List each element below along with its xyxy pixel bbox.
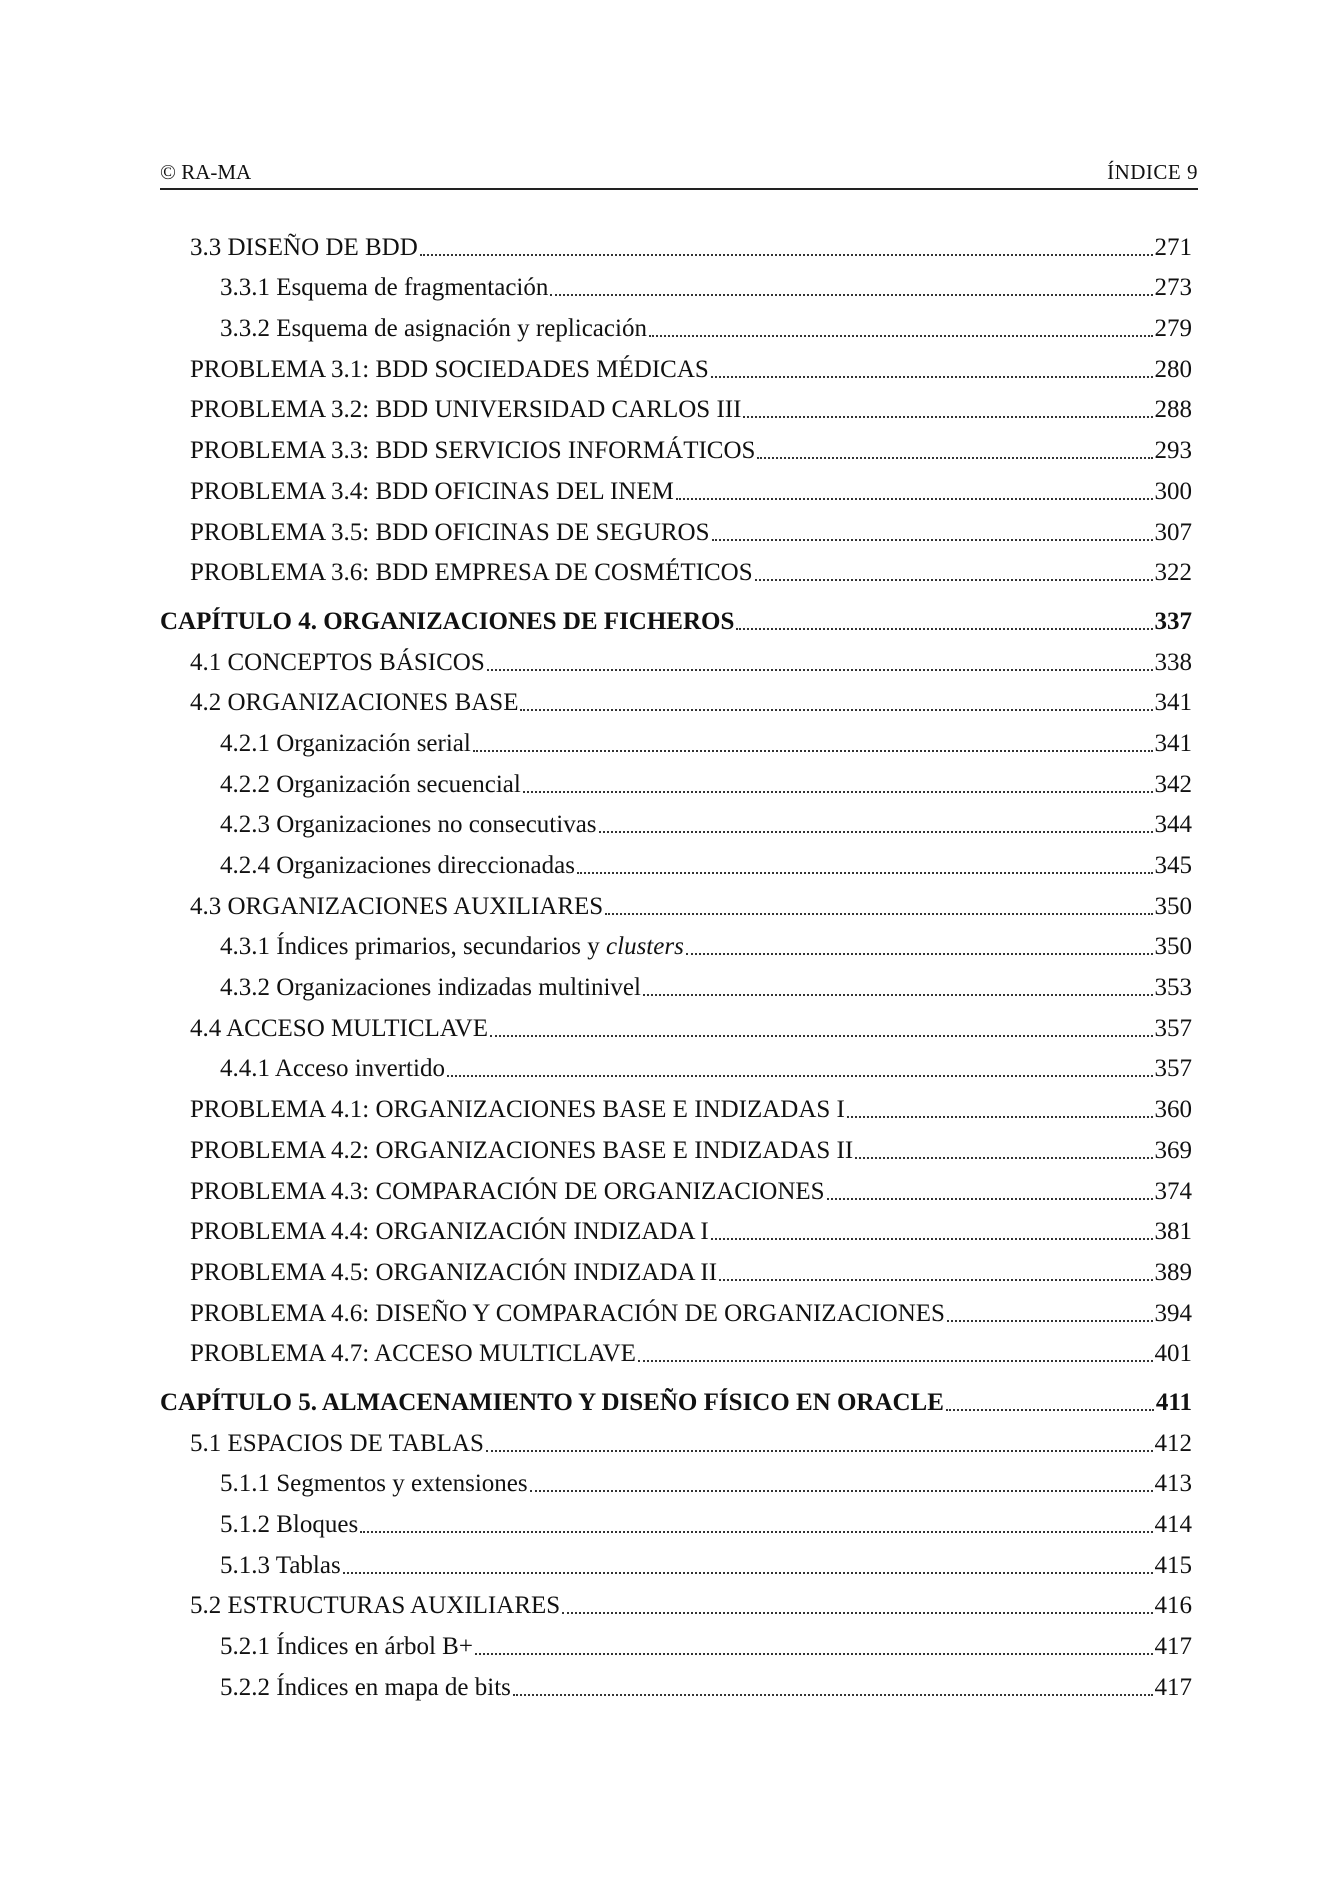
dot-leader — [343, 1571, 1153, 1574]
toc-entry — [160, 466, 1192, 507]
toc-entry — [160, 1003, 1192, 1044]
dot-leader — [719, 1278, 1152, 1281]
toc-entry-page-number: 341 — [1154, 729, 1192, 757]
toc-entry — [160, 922, 1192, 963]
toc-entry-title: 5.2 ESTRUCTURAS AUXILIARES — [190, 1592, 561, 1620]
dot-leader — [577, 871, 1153, 874]
toc-entry-page-number: 360 — [1154, 1096, 1192, 1124]
dot-leader — [605, 912, 1152, 915]
dot-leader — [523, 790, 1153, 793]
toc-entry-title: PROBLEMA 3.6: BDD EMPRESA DE COSMÉTICOS — [190, 559, 753, 587]
toc-entry — [160, 759, 1192, 800]
dot-leader — [947, 1319, 1153, 1322]
toc-entry-title: PROBLEMA 4.4: ORGANIZACIÓN INDIZADA I — [190, 1218, 709, 1246]
toc-entry — [160, 1288, 1192, 1329]
dot-leader — [755, 578, 1153, 581]
toc-entry-title: PROBLEMA 3.4: BDD OFICINAS DEL INEM — [190, 477, 674, 505]
toc-entry-title: 3.3 DISEÑO DE BDD — [190, 233, 418, 261]
toc-entry-page-number: 279 — [1154, 315, 1192, 343]
dot-leader — [757, 456, 1152, 459]
toc-entry — [160, 507, 1192, 548]
dot-leader — [486, 1449, 1153, 1452]
toc-entry-title: 4.1 CONCEPTOS BÁSICOS — [190, 648, 485, 676]
toc-entry — [160, 1125, 1192, 1166]
dot-leader — [599, 830, 1153, 833]
dot-leader — [550, 293, 1152, 296]
toc-entry — [160, 1084, 1192, 1125]
dot-leader — [562, 1611, 1152, 1614]
toc-entry-title: 4.4 ACCESO MULTICLAVE — [190, 1014, 488, 1042]
running-header — [160, 158, 1198, 190]
toc-entry-page-number: 300 — [1154, 477, 1192, 505]
toc-entry-title: 5.1.2 Bloques — [220, 1511, 359, 1538]
dot-leader — [638, 1359, 1153, 1362]
toc-entry-page-number: 345 — [1154, 852, 1192, 879]
toc-entry-page-number: 417 — [1154, 1673, 1192, 1701]
toc-entry-page-number: 273 — [1154, 274, 1192, 302]
toc-entry — [160, 303, 1192, 344]
toc-entry-title: PROBLEMA 4.1: ORGANIZACIONES BASE E INDIZADAS I — [190, 1096, 845, 1124]
toc-entry-page-number: 338 — [1154, 648, 1192, 676]
toc-entry-page-number: 307 — [1154, 518, 1192, 546]
toc-entry-title: 4.4.1 Acceso invertido — [220, 1055, 445, 1083]
toc-entry — [160, 800, 1192, 841]
toc-entry-page-number: 416 — [1154, 1592, 1192, 1620]
toc-entry-title: 3.3.2 Esquema de asignación y replicación — [220, 315, 647, 343]
dot-leader — [946, 1408, 1154, 1411]
toc-entry-page-number: 374 — [1154, 1177, 1192, 1205]
toc-entry — [160, 1044, 1192, 1085]
toc-entry-page-number: 412 — [1154, 1429, 1192, 1457]
toc-entry-page-number: 357 — [1154, 1055, 1192, 1083]
toc-entry-title: PROBLEMA 4.5: ORGANIZACIÓN INDIZADA II — [190, 1258, 718, 1286]
toc-entry-page-number: 280 — [1154, 355, 1192, 383]
toc-chapter-entry — [160, 596, 1192, 637]
dot-leader — [490, 1034, 1153, 1037]
toc-entry — [160, 1418, 1192, 1459]
dot-leader — [855, 1156, 1152, 1159]
toc-entry-title: 4.2 ORGANIZACIONES BASE — [190, 689, 519, 717]
toc-entry-page-number: 322 — [1154, 559, 1192, 587]
toc-entry-title: PROBLEMA 3.2: BDD UNIVERSIDAD CARLOS III — [190, 396, 742, 424]
toc-entry-title: PROBLEMA 4.3: COMPARACIÓN DE ORGANIZACIONES — [190, 1177, 825, 1205]
toc-entry — [160, 222, 1192, 263]
toc-entry-title: PROBLEMA 4.7: ACCESO MULTICLAVE — [190, 1340, 636, 1368]
toc-entry-title: 5.1.3 Tablas — [220, 1551, 341, 1579]
toc-entry — [160, 1329, 1192, 1370]
toc-entry-page-number: 413 — [1154, 1470, 1192, 1498]
dot-leader — [736, 627, 1152, 630]
toc-entry-title: CAPÍTULO 5. ALMACENAMIENTO Y DISEÑO FÍSICO EN ORACLE — [160, 1388, 944, 1416]
toc-entry — [160, 637, 1192, 678]
toc-entry-title: 5.1.1 Segmentos y extensiones — [220, 1470, 528, 1498]
toc-entry — [160, 548, 1192, 589]
toc-entry-page-number: 417 — [1154, 1633, 1192, 1661]
toc-entry-page-number: 411 — [1155, 1388, 1192, 1416]
toc-entry — [160, 840, 1192, 881]
toc-entry-page-number: 337 — [1154, 607, 1192, 635]
toc-entry-page-number: 341 — [1154, 689, 1192, 717]
toc-entry — [160, 1166, 1192, 1207]
toc-entry-page-number: 293 — [1154, 437, 1192, 465]
publisher-mark: © RA-MA — [160, 160, 252, 184]
toc-entry-page-number: 288 — [1154, 396, 1192, 424]
toc-entry-page-number: 350 — [1154, 892, 1192, 920]
dot-leader — [530, 1489, 1153, 1492]
toc-entry-page-number: 357 — [1154, 1014, 1192, 1042]
dot-leader — [473, 749, 1153, 752]
dot-leader — [643, 993, 1153, 996]
toc-entry — [160, 881, 1192, 922]
toc-entry-title: PROBLEMA 3.3: BDD SERVICIOS INFORMÁTICOS — [190, 437, 756, 465]
toc-entry — [160, 1459, 1192, 1500]
toc-entry-title: 5.1 ESPACIOS DE TABLAS — [190, 1429, 484, 1457]
toc-entry-page-number: 271 — [1154, 233, 1192, 261]
dot-leader — [520, 708, 1152, 711]
toc-entry-title: 4.3.1 Índices primarios, secundarios y clusters — [220, 933, 684, 961]
toc-entry-page-number: 369 — [1154, 1136, 1192, 1164]
toc-entry-title: 4.3 ORGANIZACIONES AUXILIARES — [190, 892, 604, 920]
toc-entry — [160, 718, 1192, 759]
toc-entry-title: 4.2.2 Organización secuencial — [220, 770, 521, 798]
toc-chapter-entry — [160, 1377, 1192, 1418]
toc-entry — [160, 385, 1192, 426]
toc-entry-page-number: 414 — [1154, 1511, 1192, 1538]
dot-leader — [847, 1115, 1153, 1118]
toc-entry-page-number: 342 — [1154, 770, 1192, 798]
toc-entry — [160, 1247, 1192, 1288]
table-of-contents — [160, 222, 1192, 1703]
dot-leader — [711, 1237, 1153, 1240]
toc-entry-page-number: 389 — [1154, 1258, 1192, 1286]
dot-leader — [743, 415, 1152, 418]
toc-entry-title: 5.2.1 Índices en árbol B+ — [220, 1633, 473, 1661]
dot-leader — [475, 1652, 1153, 1655]
toc-entry — [160, 1662, 1192, 1703]
toc-entry — [160, 678, 1192, 719]
toc-entry-title: PROBLEMA 3.1: BDD SOCIEDADES MÉDICAS — [190, 355, 709, 383]
toc-entry — [160, 962, 1192, 1003]
dot-leader — [686, 952, 1153, 955]
toc-entry-page-number: 415 — [1154, 1551, 1192, 1579]
toc-entry-title: PROBLEMA 3.5: BDD OFICINAS DE SEGUROS — [190, 518, 710, 546]
toc-entry — [160, 1207, 1192, 1248]
dot-leader — [676, 497, 1153, 500]
toc-entry — [160, 1499, 1192, 1540]
toc-entry — [160, 425, 1192, 466]
toc-entry — [160, 1540, 1192, 1581]
toc-entry-page-number: 353 — [1154, 974, 1192, 1002]
toc-entry-title: 4.2.4 Organizaciones direccionadas — [220, 852, 575, 879]
dot-leader — [712, 538, 1153, 541]
dot-leader — [360, 1530, 1152, 1533]
toc-entry-page-number: 350 — [1154, 933, 1192, 961]
toc-entry-title: 4.2.1 Organización serial — [220, 729, 471, 757]
toc-entry — [160, 344, 1192, 385]
toc-entry-title: CAPÍTULO 4. ORGANIZACIONES DE FICHEROS — [160, 607, 735, 635]
toc-entry-title: 3.3.1 Esquema de fragmentación — [220, 274, 549, 302]
dot-leader — [711, 375, 1153, 378]
toc-entry-page-number: 394 — [1154, 1299, 1192, 1327]
dot-leader — [827, 1197, 1153, 1200]
toc-entry-title: 5.2.2 Índices en mapa de bits — [220, 1673, 511, 1701]
toc-entry-page-number: 344 — [1154, 811, 1192, 839]
toc-entry — [160, 263, 1192, 304]
toc-entry-page-number: 401 — [1154, 1340, 1192, 1368]
toc-entry — [160, 1621, 1192, 1662]
toc-entry — [160, 1581, 1192, 1622]
dot-leader — [420, 253, 1153, 256]
section-and-page-number: ÍNDICE 9 — [1107, 160, 1198, 184]
dot-leader — [649, 334, 1153, 337]
toc-entry-title: PROBLEMA 4.2: ORGANIZACIONES BASE E INDIZADAS II — [190, 1136, 854, 1164]
toc-entry-title: 4.2.3 Organizaciones no consecutivas — [220, 811, 597, 839]
dot-leader — [513, 1693, 1153, 1696]
dot-leader — [447, 1074, 1153, 1077]
toc-entry-title: 4.3.2 Organizaciones indizadas multinivel — [220, 974, 641, 1002]
toc-entry-title: PROBLEMA 4.6: DISEÑO Y COMPARACIÓN DE ORGANIZACIONES — [190, 1299, 945, 1327]
dot-leader — [487, 668, 1153, 671]
toc-entry-page-number: 381 — [1154, 1218, 1192, 1246]
